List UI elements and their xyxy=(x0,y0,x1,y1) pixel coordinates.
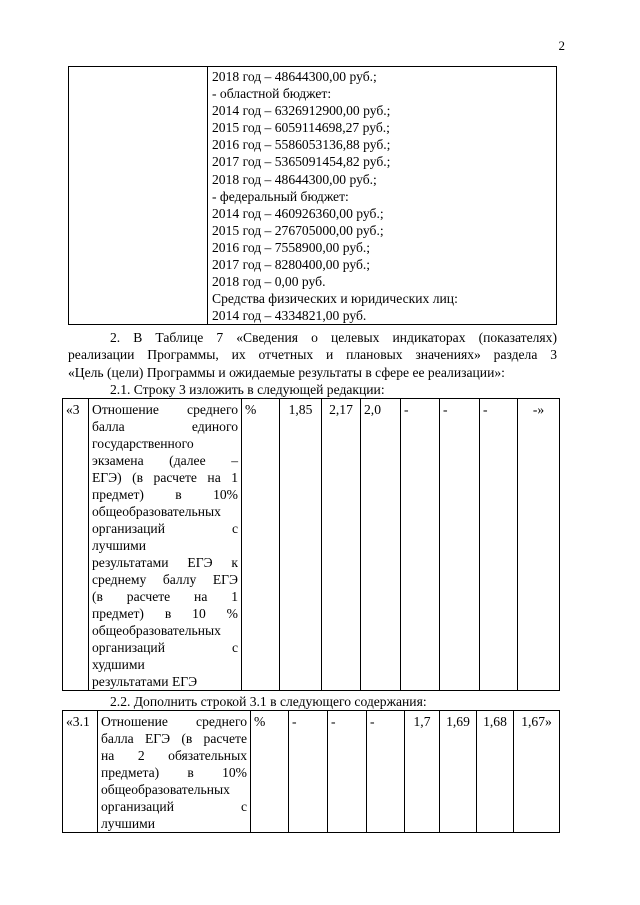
funding-line: - областной бюджет: xyxy=(212,86,332,102)
funding-line: 2015 год – 6059114698,27 руб.; xyxy=(212,120,390,136)
row-3-1-value: 1,67» xyxy=(514,711,560,833)
description-line: экзамена (далее – xyxy=(92,453,238,468)
paragraph-2-2: 2.2. Дополнить строкой 3.1 в следующего содержания: xyxy=(110,694,427,709)
row-3-1-description xyxy=(98,711,251,833)
funding-line: 2014 год – 460926360,00 руб.; xyxy=(212,205,384,221)
row-3-1-value: 1,69 xyxy=(440,711,477,833)
description-line: балла единого xyxy=(92,419,238,434)
funding-line: 2018 год – 48644300,00 руб.; xyxy=(212,69,377,84)
funding-line: 2014 год – 6326912900,00 руб.; xyxy=(212,103,391,119)
description-line: на 2 обязательных xyxy=(101,748,247,763)
row-3-1-value: - xyxy=(328,711,367,833)
description-line: Отношение среднего xyxy=(92,402,238,417)
indicator-row-3-1 xyxy=(63,711,560,833)
description-line: предмета) в 10% xyxy=(101,765,247,780)
description-line: общеобразовательных xyxy=(92,623,221,638)
row-3-value: 2,0 xyxy=(361,399,401,691)
indicator-row-3-table xyxy=(62,398,560,691)
funding-line: 2014 год – 4334821,00 руб. xyxy=(212,308,367,324)
row-3-value: 1,85 xyxy=(280,399,322,691)
page-number: 2 xyxy=(558,38,565,53)
description-line: лучшими xyxy=(101,816,156,831)
description-line: организаций с xyxy=(92,640,238,655)
description-line: ЕГЭ) (в расчете на 1 xyxy=(92,470,238,485)
description-line: общеобразовательных xyxy=(101,782,230,797)
description-line: государственного xyxy=(92,436,194,451)
row-3-value: - xyxy=(401,399,440,691)
indicator-row-3 xyxy=(63,399,560,691)
row-3-value: 2,17 xyxy=(322,399,361,691)
row-3-1-value: - xyxy=(289,711,328,833)
funding-lines xyxy=(208,67,556,324)
description-line: результатами ЕГЭ xyxy=(92,674,198,689)
row-3-1-value: 1,7 xyxy=(405,711,440,833)
paragraph-2-line: «Цель (цели) Программы и ожидаемые результаты в сфере ее реализации»: xyxy=(68,364,505,380)
row-3-1-unit: % xyxy=(251,711,289,833)
row-3-description xyxy=(89,399,242,691)
row-3-1-value: - xyxy=(367,711,405,833)
row-3-1-number: «3.1 xyxy=(63,711,98,833)
funding-line: 2016 год – 7558900,00 руб.; xyxy=(212,239,371,255)
description-line: балла ЕГЭ (в расчете xyxy=(101,731,247,746)
description-line: результатами ЕГЭ к xyxy=(92,555,238,570)
row-3-value: - xyxy=(480,399,518,691)
description-line: лучшими xyxy=(92,538,147,553)
description-line: общеобразовательных xyxy=(92,504,221,519)
row-3-number: «3 xyxy=(63,399,89,691)
funding-line: 2017 год – 8280400,00 руб.; xyxy=(212,257,371,273)
description-line: худшими xyxy=(92,657,145,672)
funding-line: 2018 год – 0,00 руб. xyxy=(212,274,326,290)
indicator-row-3-1-table xyxy=(62,710,560,833)
funding-line: 2015 год – 276705000,00 руб.; xyxy=(212,222,384,238)
row-3-unit: % xyxy=(242,399,280,691)
paragraph-2-1: 2.1. Строку 3 изложить в следующей редакции: xyxy=(110,382,385,397)
description-line: предмет) в 10% xyxy=(92,487,238,502)
funding-table-content-cell xyxy=(208,67,557,325)
description-line: (в расчете на 1 xyxy=(92,589,238,604)
row-3-1-value: 1,68 xyxy=(477,711,514,833)
funding-line: - федеральный бюджет: xyxy=(212,188,349,204)
funding-line: 2018 год – 48644300,00 руб.; xyxy=(212,171,377,187)
funding-table-empty-cell xyxy=(69,67,208,325)
description-line: среднему баллу ЕГЭ xyxy=(92,572,238,587)
description-line: организаций с xyxy=(101,799,247,814)
funding-table xyxy=(68,66,557,325)
row-3-value: -» xyxy=(518,399,560,691)
funding-line: Средства физических и юридических лиц: xyxy=(212,291,458,307)
funding-line: 2016 год – 5586053136,88 руб.; xyxy=(212,137,391,153)
paragraph-2-line: реализации Программы, их отчетных и плановых значениях» раздела 3 xyxy=(68,347,557,363)
paragraph-2 xyxy=(68,329,557,381)
funding-line: 2017 год – 5365091454,82 руб.; xyxy=(212,154,391,170)
description-line: предмет) в 10 % xyxy=(92,606,238,621)
description-line: организаций с xyxy=(92,521,238,536)
paragraph-2-line: 2. В Таблице 7 «Сведения о целевых индикаторах (показателях) xyxy=(110,330,557,345)
description-line: Отношение среднего xyxy=(101,714,247,729)
row-3-value: - xyxy=(440,399,480,691)
